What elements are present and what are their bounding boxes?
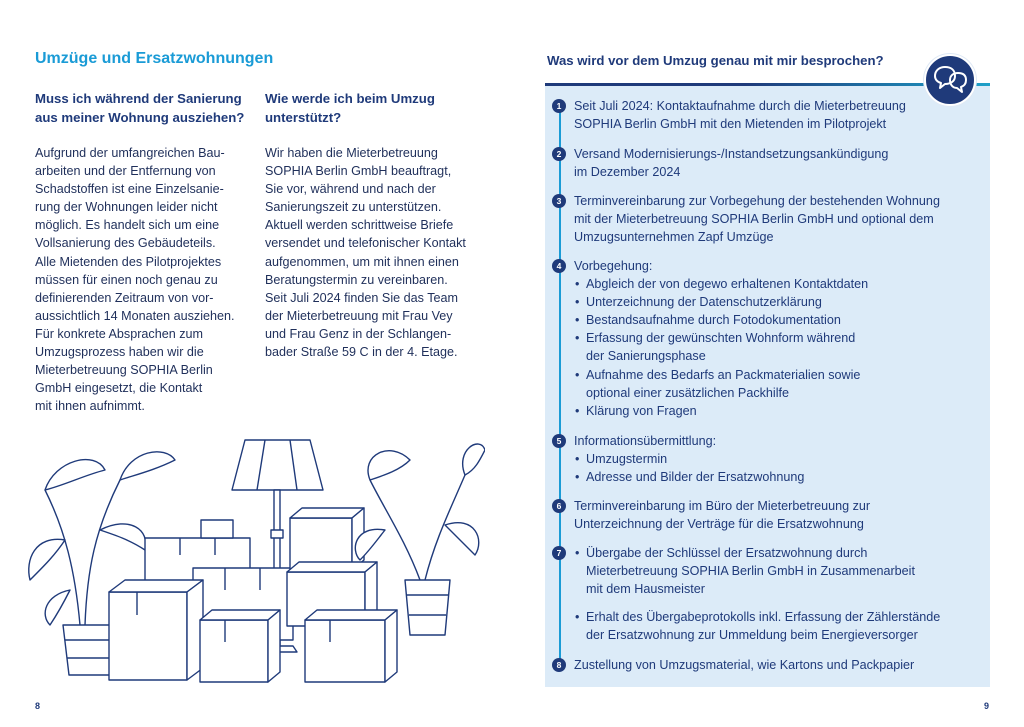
- text-line: GmbH eingesetzt, die Kontakt: [35, 381, 203, 396]
- timeline-step: [552, 257, 982, 420]
- step-bullet: [574, 366, 982, 402]
- question-line: aus meiner Wohnung ausziehen?: [35, 110, 245, 125]
- text-line: Umzugsprozess haben wir die: [35, 345, 204, 360]
- question-support: [265, 89, 495, 127]
- question-line: unterstützt?: [265, 110, 342, 125]
- text-line: der Mieterbetreuung mit Frau Vey: [265, 308, 453, 323]
- text-line: müssen für einen noch genau zu: [35, 272, 218, 287]
- bullet-text: der Ersatzwohnung zur Ummeldung beim Energieversorger: [586, 628, 918, 643]
- step-text: Seit Juli 2024: Kontaktaufnahme durch die Mieterbetreuung: [574, 99, 906, 113]
- answer-move-out: [35, 144, 260, 415]
- answer-support: [265, 144, 500, 361]
- bullet-text: • Übergabe der Schlüssel der Ersatzwohnung durch: [586, 546, 868, 560]
- step-text: Zustellung von Umzugsmaterial, wie Kartons und Packpapier: [574, 658, 915, 672]
- bullet-text: • Aufnahme des Bedarfs an Packmaterialien sowie: [586, 367, 861, 382]
- bullet-text: • Bestandsaufnahme durch Fotodokumentation: [586, 313, 841, 328]
- bullet-text: • Abgleich der von degewo erhaltenen Kontaktdaten: [586, 277, 869, 292]
- step-number-badge: 3: [552, 194, 566, 208]
- text-line: arbeiten und der Entfernung von: [35, 164, 216, 179]
- timeline-title: Was wird vor dem Umzug genau mit mir besprochen?: [547, 53, 884, 68]
- step-number-badge: 5: [552, 434, 566, 448]
- text-line: Seit Juli 2024 finden Sie das Team: [265, 290, 458, 305]
- step-number-badge: 1: [552, 99, 566, 113]
- text-line: Beratungstermin zu vereinbaren.: [265, 272, 448, 287]
- right-page: [512, 0, 1024, 727]
- step-text: Informationsübermittlung:: [574, 434, 717, 448]
- bullet-text: • Klärung von Fragen: [586, 403, 697, 418]
- bullet-text: • Unterzeichnung der Datenschutzerklärung: [586, 295, 822, 310]
- timeline-step: [552, 192, 982, 246]
- bullet-text: • Erhalt des Übergabeprotokolls inkl. Erfassung der Zählerstände: [586, 610, 941, 625]
- text-line: SOPHIA Berlin GmbH beauftragt,: [265, 164, 452, 179]
- step-text: mit der Mieterbetreuung SOPHIA Berlin GmbH und optional dem: [574, 212, 934, 227]
- text-line: möglich. Es handelt sich um eine: [35, 218, 220, 233]
- text-line: Wir haben die Mieterbetreuung: [265, 146, 438, 160]
- bullet-text: optional einer zusätzlichen Packhilfe: [586, 385, 790, 400]
- step-number-badge: 4: [552, 259, 566, 273]
- step-bullet: [574, 468, 982, 486]
- question-line: Muss ich während der Sanierung: [35, 91, 242, 106]
- step-text: im Dezember 2024: [574, 165, 681, 180]
- text-line: bader Straße 59 C in der 4. Etage.: [265, 345, 458, 360]
- timeline-step: [552, 656, 982, 674]
- step-number-badge: 7: [552, 546, 566, 560]
- text-line: aussichtlich 14 Monaten ausziehen.: [35, 308, 235, 323]
- text-line: Sanierungszeit zu unterstützen.: [265, 200, 442, 215]
- moving-boxes-illustration: [25, 420, 485, 690]
- timeline-step: [552, 432, 982, 486]
- step-text: Umzugsunternehmen Zapf Umzüge: [574, 230, 774, 245]
- text-line: mit ihnen aufnimmt.: [35, 399, 145, 414]
- bullet-text: • Umzugstermin: [586, 452, 668, 467]
- text-line: Alle Mietenden des Pilotprojektes: [35, 254, 222, 269]
- text-line: Aufgrund der umfangreichen Bau-: [35, 146, 225, 160]
- text-line: Mieterbetreuung SOPHIA Berlin: [35, 363, 213, 378]
- text-line: Aktuell werden schrittweise Briefe: [265, 218, 454, 233]
- step-text: Vorbegehung:: [574, 259, 653, 273]
- text-line: versendet und telefonischer Kontakt: [265, 236, 466, 251]
- step-bullet: [574, 544, 982, 598]
- step-bullet: [574, 402, 982, 420]
- step-number-badge: 6: [552, 499, 566, 513]
- step-number-badge: 2: [552, 147, 566, 161]
- text-line: rung der Wohnungen leider nicht: [35, 200, 218, 215]
- step-text: Terminvereinbarung zur Vorbegehung der bestehenden Wohnung: [574, 194, 940, 208]
- step-bullet: [574, 608, 982, 644]
- step-number-badge: 8: [552, 658, 566, 672]
- step-text: Unterzeichnung der Verträge für die Ersatzwohnung: [574, 517, 864, 532]
- cardboard-boxes-icon: [109, 508, 397, 682]
- bullet-text: • Erfassung der gewünschten Wohnform während: [586, 331, 856, 346]
- step-text: Versand Modernisierungs-/Instandsetzungsankündigung: [574, 147, 889, 161]
- page-number: 9: [983, 701, 989, 711]
- timeline-step: [552, 145, 982, 181]
- question-line: Wie werde ich beim Umzug: [265, 91, 435, 106]
- step-text: SOPHIA Berlin GmbH mit den Mietenden im Pilotprojekt: [574, 117, 887, 132]
- text-line: aufgenommen, um mit ihnen einen: [265, 254, 459, 269]
- step-bullet: [574, 293, 982, 311]
- step-bullet: [574, 450, 982, 468]
- text-line: Vollsanierung des Gebäudeteils.: [35, 236, 216, 251]
- bullet-text: mit dem Hausmeister: [586, 582, 705, 597]
- timeline-step: [552, 97, 982, 133]
- page-number: 8: [35, 701, 41, 711]
- text-line: und Frau Genz in der Schlangen-: [265, 326, 452, 341]
- step-bullet: [574, 329, 982, 365]
- timeline-step: [552, 497, 982, 533]
- text-line: Für konkrete Absprachen zum: [35, 326, 203, 341]
- text-line: Sie vor, während und nach der: [265, 182, 436, 197]
- section-title: Umzüge und Ersatzwohnungen: [35, 50, 274, 67]
- question-move-out: [35, 89, 260, 127]
- step-text: Terminvereinbarung im Büro der Mieterbetreuung zur: [574, 499, 871, 513]
- text-line: definierenden Zeitraum von vor-: [35, 290, 214, 305]
- bullet-text: Mieterbetreuung SOPHIA Berlin GmbH in Zusammenarbeit: [586, 564, 915, 579]
- step-bullet: [574, 311, 982, 329]
- step-bullet: [574, 275, 982, 293]
- text-line: Schadstoffen ist eine Einzelsanie-: [35, 182, 224, 197]
- bullet-text: der Sanierungsphase: [586, 349, 706, 364]
- timeline-step: [552, 544, 982, 644]
- bullet-text: • Adresse und Bilder der Ersatzwohnung: [586, 470, 805, 485]
